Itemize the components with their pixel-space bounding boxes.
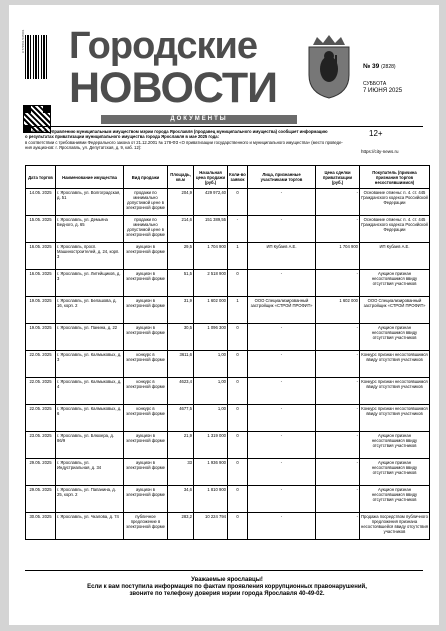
site-link[interactable]: https://city-news.ru [361,149,399,154]
table-row [26,324,430,351]
col-header: Площадь, кв.м [168,166,194,189]
table-cell: 1 [228,243,248,270]
table-cell: - [316,432,360,459]
table-row [26,270,430,297]
table-cell: г. Ярославль, ул. Чкалова, д. 74 [56,513,124,540]
table-cell: 21,9 [168,432,194,459]
table-cell: г. Ярославль, ул. Калмыковых, д. 4 [56,378,124,405]
table-cell: 0 [228,486,248,513]
table-cell: - [248,432,316,459]
barcode-number: 9 771561 547001 [21,29,25,53]
table-cell: 51,5 [168,270,194,297]
table-cell: 204,9 [168,189,194,216]
table-cell: 29.05. 2025 [26,486,56,513]
table-cell: г. Ярославль, ул. Панина, д. 22 [56,324,124,351]
table-cell: г. Ярославль, ул. Белашова, д. 16, корп. 2 [56,297,124,324]
table-cell: Аукцион признан несостоявшимся ввиду отсутствия участников [360,432,430,459]
table-cell: 1,00 [194,351,228,378]
table-cell: 30.05. 2025 [26,513,56,540]
masthead-subtitle: ДОКУМЕНТЫ [101,115,297,124]
table-row [26,297,430,324]
newspaper-page [9,5,439,625]
table-cell: - [248,459,316,486]
table-cell: Аукцион признан несостоявшимся ввиду отсутствия участников [360,459,430,486]
barcode-icon [25,35,47,79]
table-cell: 0 [228,270,248,297]
table-header-row [26,166,430,189]
table-cell: - [248,513,316,540]
table-cell: 29,5 [168,243,194,270]
table-cell: аукцион в электронной форме [124,324,168,351]
table-cell: г. Ярославль, просп. Машиностроителей, д. 24, корп. 3 [56,243,124,270]
table-cell: 2 518 900 [194,270,228,297]
table-cell: 16.05. 2025 [26,270,56,297]
table-cell: конкурс в электронной форме [124,405,168,432]
table-cell: 1 704 900 [316,243,360,270]
table-cell: 15.05. 2025 [26,216,56,243]
table-cell: г. Ярославль, ул. Литейщиков, д. 3 [56,270,124,297]
table-cell: г. Ярославль, ул. Блюхера, д. 86/9 [56,432,124,459]
table-cell: 30,5 [168,324,194,351]
table-cell: Конкурс признан несостоявшимся ввиду отсутствия участников [360,405,430,432]
table-cell: - [248,486,316,513]
table-cell: Продажа посредством публичного предложения признана несостоявшейся ввиду отсутствия участников [360,513,430,540]
table-cell: 0 [228,513,248,540]
table-cell: - [248,216,316,243]
table-row [26,405,430,432]
table-cell: аукцион в электронной форме [124,270,168,297]
table-cell: 34,6 [168,486,194,513]
table-cell: - [316,270,360,297]
table-row [26,243,430,270]
table-cell: аукцион в электронной форме [124,243,168,270]
table-cell: г. Ярославль, ул. Индустриальная, д. 34 [56,459,124,486]
table-cell: 1 [228,297,248,324]
table-cell: 0 [228,432,248,459]
table-cell: г. Ярославль, ул. Волгоградская, д. 51 [56,189,124,216]
col-header: Покупатель (причина признания торгов несостоявшимися) [360,166,430,189]
table-cell: продажи по минимально допустимой цене в электронной форме [124,189,168,216]
table-cell: аукцион в электронной форме [124,486,168,513]
table-cell: - [316,351,360,378]
table-cell: Конкурс признан несостоявшимся ввиду отсутствия участников [360,378,430,405]
table-cell: 29.05. 2025 [26,459,56,486]
table-cell: 4623,4 [168,378,194,405]
table-cell: - [316,189,360,216]
col-header: Вид продажи [124,166,168,189]
table-cell: 0 [228,459,248,486]
footer-notice: Уважаемые ярославцы! Если к вам поступила информация по фактам проявления коррупционных правонарушений, звоните по телефону доверия мэрии города Ярославля 40-49-02. [87,577,367,597]
table-cell: 19.05. 2025 [26,324,56,351]
table-cell: 0 [228,324,248,351]
table-cell: 283,2 [168,513,194,540]
table-cell: аукцион в электронной форме [124,459,168,486]
table-cell: г. Ярославль, ул. Калмыковых, д. 3 [56,351,124,378]
weekday: СУББОТА [363,81,387,87]
table-cell: 1 096 300 [194,324,228,351]
table-cell: 22.05. 2025 [26,405,56,432]
coat-of-arms-icon [305,35,353,99]
table-cell: - [248,324,316,351]
table-cell: - [248,351,316,378]
col-header: Начальная цена продажи (руб.) [194,166,228,189]
table-cell: 0 [228,351,248,378]
table-cell: - [316,216,360,243]
table-cell: Аукцион признан несостоявшимся ввиду отсутствия участников [360,270,430,297]
footer-divider [25,570,423,571]
table-row [26,486,430,513]
issue-number: № 39 (2828) [363,63,396,70]
table-cell: 14.05. 2025 [26,189,56,216]
table-row [26,189,430,216]
table-cell: публичное предложение в электронной форме [124,513,168,540]
table-cell: ООО Специализированный застройщик «СТРОЙ ПРОФИТ» [360,297,430,324]
table-cell: - [316,513,360,540]
table-cell: аукцион в электронной форме [124,297,168,324]
table-cell: 0 [228,405,248,432]
table-cell: - [248,378,316,405]
table-cell: 1,00 [194,378,228,405]
table-cell: 1 602 000 [194,297,228,324]
privatization-results-table [25,165,430,540]
table-cell: Конкурс признан несостоявшимся ввиду отсутствия участников [360,351,430,378]
table-cell: 33 [168,459,194,486]
table-cell: - [316,324,360,351]
table-cell: 429 972,40 [194,189,228,216]
table-cell: 16.05. 2025 [26,243,56,270]
table-cell: 10 224 794 [194,513,228,540]
intro-text: Комитет по управлению муниципальным имуществом мэрии города Ярославля (продавец муниципального имущества) сообщает информацию о результатах приватизации муниципального имущества города Ярославля в мае 2025 года: в соответствии с требованиями Федерального закона от 21.12.2001 № 178-ФЗ «О приватизации государственного и муниципального имущества» (место проведе- ния аукционов: г. Ярославль, ул. Депутатская, д. 9, каб. 12): [25,129,343,150]
col-header: Дата торгов [26,166,56,189]
table-cell: 0 [228,189,248,216]
table-cell: - [316,378,360,405]
table-row [26,216,430,243]
col-header: Наименование имущества [56,166,124,189]
table-cell: 3611,6 [168,351,194,378]
table-cell: 1,00 [194,405,228,432]
table-cell: 1 319 000 [194,432,228,459]
table-cell: - [248,189,316,216]
table-cell: 22.05. 2025 [26,378,56,405]
table-cell: конкурс в электронной форме [124,378,168,405]
table-cell: аукцион в электронной форме [124,432,168,459]
table-cell: Основание отмены: п. 4. ст. 445 Гражданского кодекса Российской Федерации [360,189,430,216]
table-cell: г. Ярославль, ул. Калмыковых, д. 6 [56,405,124,432]
age-rating: 12+ [369,129,383,138]
table-cell: ИП Кубаев А.Е. [360,243,430,270]
table-cell: конкурс в электронной форме [124,351,168,378]
table-cell: - [228,216,248,243]
masthead-divider [25,126,423,127]
issue-date: 7 ИЮНЯ 2025 [363,88,403,94]
table-cell: г. Ярославль, ул. Папанина, д. 25, корп. 2 [56,486,124,513]
col-header: Лица, признанные участниками торгов [248,166,316,189]
table-row [26,378,430,405]
table-cell: - [316,405,360,432]
table-cell: Аукцион признан несостоявшимся ввиду отсутствия участников [360,486,430,513]
table-cell: Основание отмены: п. 4. ст. 445 Гражданского кодекса Российской Федерации [360,216,430,243]
masthead-line-2: НОВОСТИ [69,64,278,112]
table-cell: 1 704 900 [194,243,228,270]
table-cell: 1 936 900 [194,459,228,486]
table-cell: - [316,459,360,486]
table-cell: 4677,5 [168,405,194,432]
table-cell: - [316,486,360,513]
table-cell: 1 602 000 [316,297,360,324]
table-cell: 19.05. 2025 [26,297,56,324]
table-cell: 214,6 [168,216,194,243]
table-cell: 151 389,55 [194,216,228,243]
table-cell: 22.05. 2025 [26,351,56,378]
table-cell: Аукцион признан несостоявшимся ввиду отсутствия участников [360,324,430,351]
col-header: Цена сделки приватизации (руб.) [316,166,360,189]
table-cell: 23.05. 2025 [26,432,56,459]
col-header: Коли-во заявок [228,166,248,189]
table-cell: ООО Специализированный застройщик «СТРОЙ ПРОФИТ» [248,297,316,324]
table-row [26,459,430,486]
masthead-line-1: Городские [69,25,258,67]
table-cell: 1 810 900 [194,486,228,513]
table-cell: 0 [228,378,248,405]
table-cell: 31,9 [168,297,194,324]
table-cell: г. Ярославль, ул. Демьяна Бедного, д. 65 [56,216,124,243]
table-cell: продажи по минимально допустимой цене в электронной форме [124,216,168,243]
table-cell: - [248,405,316,432]
table-cell: - [248,270,316,297]
table-row [26,513,430,540]
table-row [26,432,430,459]
table-row [26,351,430,378]
table-cell: ИП Кубаев А.Е. [248,243,316,270]
